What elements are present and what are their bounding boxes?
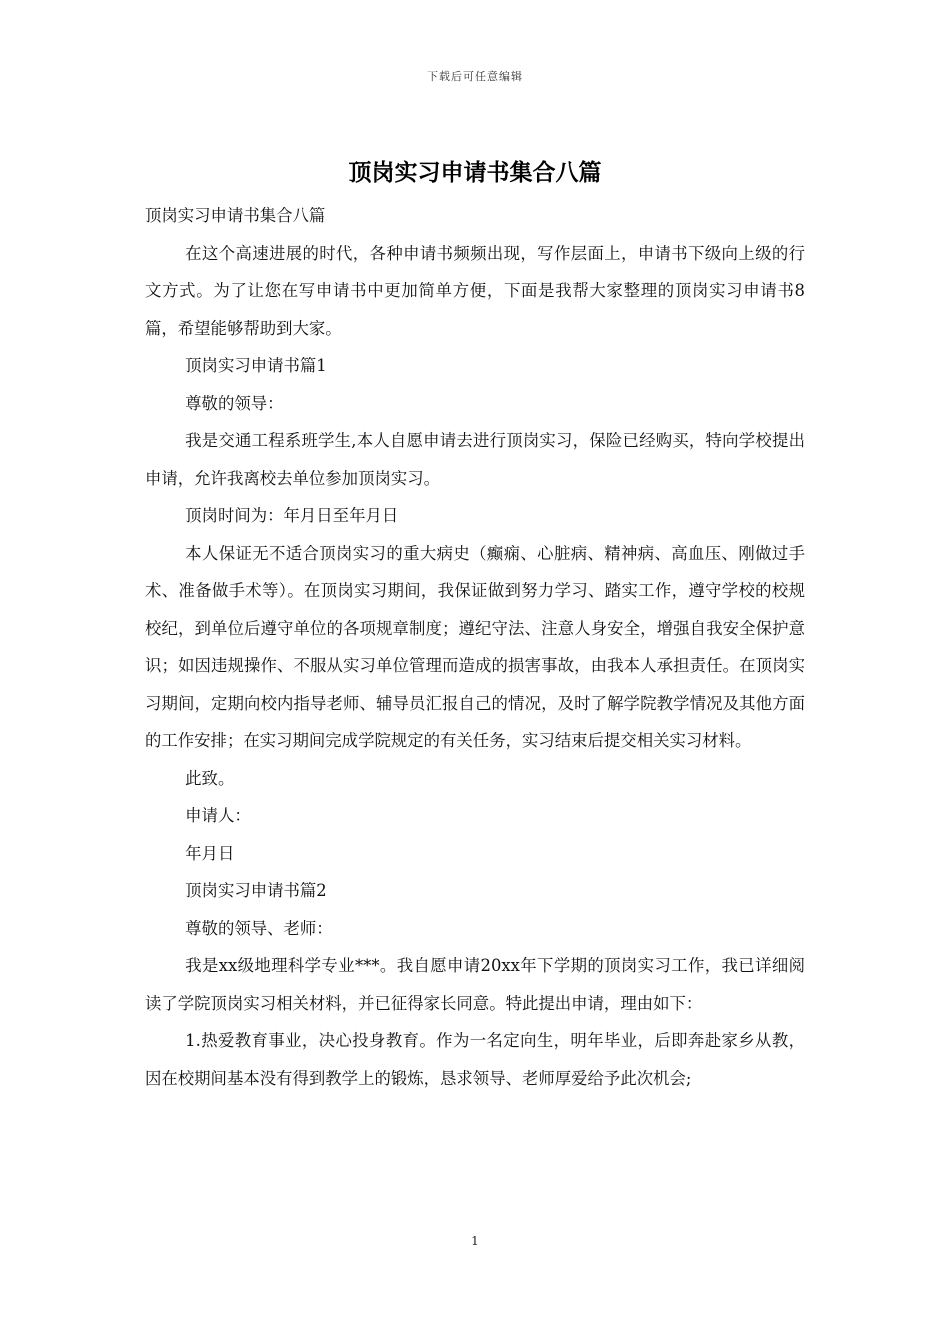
document-title: 顶岗实习申请书集合八篇 bbox=[348, 159, 602, 186]
page-number: 1 bbox=[471, 1234, 479, 1248]
document-body bbox=[145, 197, 805, 1097]
internship-period: 顶岗时间为：年月日至年月日 bbox=[185, 506, 399, 525]
section-heading-1: 顶岗实习申请书篇1 bbox=[185, 356, 327, 375]
body-paragraph: 我是交通工程系班学生,本人自愿申请去进行顶岗实习，保险已经购买，特向学校提出申请，允许我离校去单位参加顶岗实习。 bbox=[145, 431, 805, 488]
body-paragraph: 我是xx级地理科学专业***。我自愿申请20xx年下学期的顶岗实习工作，我已详细阅读了学院顶岗实习相关材料，并已征得家长同意。特此提出申请，理由如下： bbox=[145, 956, 805, 1013]
intro-paragraph: 在这个高速进展的时代，各种申请书频频出现，写作层面上，申请书下级向上级的行文方式。为了让您在写申请书中更加简单方便，下面是我帮大家整理的顶岗实习申请书8篇，希望能够帮助到大家。 bbox=[145, 243, 805, 338]
body-paragraph: 本人保证无不适合顶岗实习的重大病史（癫痫、心脏病、精神病、高血压、刚做过手术、准备做手术等）。在顶岗实习期间，我保证做到努力学习、踏实工作，遵守学校的校规校纪，到单位后遵守单位的各项规章制度；遵纪守法、注意人身安全，增强自我安全保护意识；如因违规操作、不服从实习单位管理而造成的损害事故，由我本人承担责任。在顶岗实习期间，定期向校内指导老师、辅导员汇报自己的情况，及时了解学院教学情况及其他方面的工作安排；在实习期间完成学院规定的有关任务，实习结束后提交相关实习材料。 bbox=[145, 543, 805, 750]
applicant-line: 申请人： bbox=[185, 806, 251, 825]
salutation-2: 尊敬的领导、老师： bbox=[185, 918, 333, 938]
document-subtitle: 顶岗实习申请书集合八篇 bbox=[145, 206, 326, 225]
section-heading-2: 顶岗实习申请书篇2 bbox=[185, 881, 327, 900]
date-line: 年月日 bbox=[185, 843, 235, 863]
salutation-1: 尊敬的领导： bbox=[185, 393, 284, 413]
reason-item-1: 1.热爱教育事业，决心投身教育。作为一名定向生，明年毕业，后即奔赴家乡从教，因在校期间基本没有得到教学上的锻炼，恳求领导、老师厚爱给予此次机会; bbox=[145, 1031, 805, 1088]
closing-remark: 此致。 bbox=[185, 768, 235, 788]
page-header-note: 下载后可任意编辑 bbox=[427, 70, 523, 83]
